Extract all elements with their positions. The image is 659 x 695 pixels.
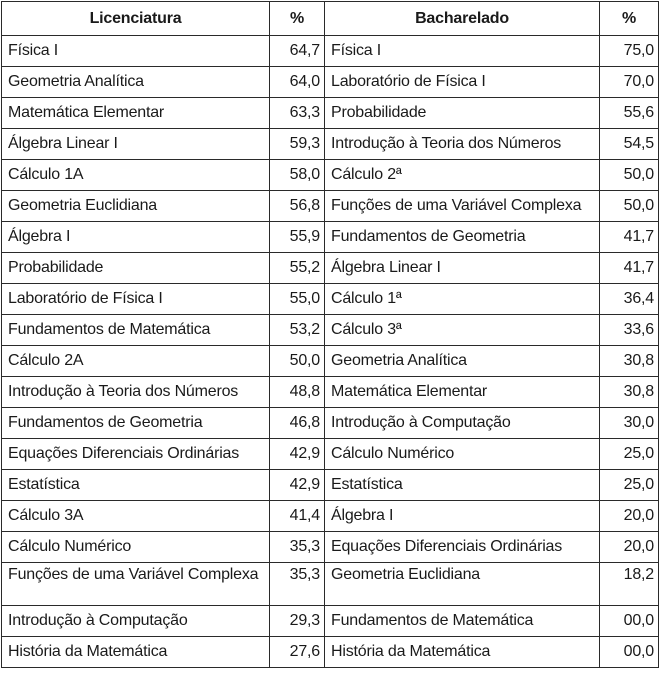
table-row bbox=[2, 606, 659, 637]
bacharelado-percent-cell: 25,0 bbox=[600, 470, 659, 501]
bacharelado-course-cell: Física I bbox=[325, 36, 600, 67]
licenciatura-course-cell: Laboratório de Física I bbox=[2, 284, 270, 315]
table-row bbox=[2, 36, 659, 67]
licenciatura-percent-cell: 35,3 bbox=[270, 532, 325, 563]
licenciatura-course-cell: Funções de uma Variável Complexa bbox=[2, 563, 270, 606]
licenciatura-percent-cell: 64,0 bbox=[270, 67, 325, 98]
licenciatura-header: Licenciatura bbox=[2, 2, 270, 36]
table-row bbox=[2, 160, 659, 191]
bacharelado-course-cell: História da Matemática bbox=[325, 637, 600, 668]
bacharelado-percent-cell: 70,0 bbox=[600, 67, 659, 98]
bacharelado-percent-cell: 00,0 bbox=[600, 637, 659, 668]
bacharelado-percent-cell: 33,6 bbox=[600, 315, 659, 346]
table-row bbox=[2, 470, 659, 501]
licenciatura-course-cell: Matemática Elementar bbox=[2, 98, 270, 129]
licenciatura-percent-cell: 58,0 bbox=[270, 160, 325, 191]
licenciatura-course-cell: Cálculo Numérico bbox=[2, 532, 270, 563]
bacharelado-course-cell: Equações Diferenciais Ordinárias bbox=[325, 532, 600, 563]
table-row bbox=[2, 253, 659, 284]
course-percentage-table bbox=[1, 1, 659, 668]
licenciatura-percent-cell: 59,3 bbox=[270, 129, 325, 160]
licenciatura-percent-cell: 35,3 bbox=[270, 563, 325, 606]
licenciatura-course-cell: Equações Diferenciais Ordinárias bbox=[2, 439, 270, 470]
licenciatura-course-cell: Fundamentos de Geometria bbox=[2, 408, 270, 439]
bacharelado-percent-cell: 41,7 bbox=[600, 253, 659, 284]
table-row bbox=[2, 284, 659, 315]
licenciatura-course-cell: Álgebra Linear I bbox=[2, 129, 270, 160]
licenciatura-course-cell: Cálculo 1A bbox=[2, 160, 270, 191]
bacharelado-percent-cell: 36,4 bbox=[600, 284, 659, 315]
table-row bbox=[2, 98, 659, 129]
bacharelado-course-cell: Geometria Analítica bbox=[325, 346, 600, 377]
bacharelado-percent-cell: 20,0 bbox=[600, 532, 659, 563]
table-row bbox=[2, 377, 659, 408]
bacharelado-percent-cell: 20,0 bbox=[600, 501, 659, 532]
licenciatura-course-cell: História da Matemática bbox=[2, 637, 270, 668]
licenciatura-percent-cell: 56,8 bbox=[270, 191, 325, 222]
bacharelado-course-cell: Estatística bbox=[325, 470, 600, 501]
licenciatura-percent-cell: 64,7 bbox=[270, 36, 325, 67]
bacharelado-percent-cell: 18,2 bbox=[600, 563, 659, 606]
table-row bbox=[2, 439, 659, 470]
table-row bbox=[2, 191, 659, 222]
table-row bbox=[2, 501, 659, 532]
licenciatura-course-cell: Introdução à Teoria dos Números bbox=[2, 377, 270, 408]
licenciatura-course-cell: Física I bbox=[2, 36, 270, 67]
bacharelado-percent-cell: 30,8 bbox=[600, 377, 659, 408]
table-row bbox=[2, 637, 659, 668]
table-row bbox=[2, 346, 659, 377]
bacharelado-course-cell: Probabilidade bbox=[325, 98, 600, 129]
licenciatura-course-cell: Álgebra I bbox=[2, 222, 270, 253]
licenciatura-percent-cell: 46,8 bbox=[270, 408, 325, 439]
bacharelado-percent-cell: 55,6 bbox=[600, 98, 659, 129]
licenciatura-percent-cell: 55,2 bbox=[270, 253, 325, 284]
licenciatura-course-cell: Probabilidade bbox=[2, 253, 270, 284]
table-row bbox=[2, 563, 659, 606]
bacharelado-percent-cell: 54,5 bbox=[600, 129, 659, 160]
header-row bbox=[2, 2, 659, 36]
licenciatura-percent-cell: 29,3 bbox=[270, 606, 325, 637]
bacharelado-percent-cell: 00,0 bbox=[600, 606, 659, 637]
licenciatura-course-cell: Introdução à Computação bbox=[2, 606, 270, 637]
licenciatura-course-cell: Fundamentos de Matemática bbox=[2, 315, 270, 346]
bacharelado-course-cell: Cálculo 1ª bbox=[325, 284, 600, 315]
bacharelado-percent-cell: 25,0 bbox=[600, 439, 659, 470]
licenciatura-percent-cell: 27,6 bbox=[270, 637, 325, 668]
licenciatura-percent-cell: 50,0 bbox=[270, 346, 325, 377]
bacharelado-course-cell: Funções de uma Variável Complexa bbox=[325, 191, 600, 222]
bacharelado-course-cell: Cálculo 3ª bbox=[325, 315, 600, 346]
bacharelado-course-cell: Álgebra Linear I bbox=[325, 253, 600, 284]
licenciatura-percent-cell: 42,9 bbox=[270, 470, 325, 501]
bacharelado-percent-cell: 50,0 bbox=[600, 191, 659, 222]
bacharelado-course-cell: Introdução à Computação bbox=[325, 408, 600, 439]
bacharelado-percent-cell: 75,0 bbox=[600, 36, 659, 67]
licenciatura-course-cell: Geometria Euclidiana bbox=[2, 191, 270, 222]
bacharelado-course-cell: Introdução à Teoria dos Números bbox=[325, 129, 600, 160]
table-row bbox=[2, 532, 659, 563]
licenciatura-course-cell: Cálculo 3A bbox=[2, 501, 270, 532]
table-row bbox=[2, 67, 659, 98]
licenciatura-course-cell: Estatística bbox=[2, 470, 270, 501]
bacharelado-course-cell: Fundamentos de Matemática bbox=[325, 606, 600, 637]
licenciatura-percent-cell: 53,2 bbox=[270, 315, 325, 346]
licenciatura-course-cell: Geometria Analítica bbox=[2, 67, 270, 98]
licenciatura-percent-cell: 41,4 bbox=[270, 501, 325, 532]
table-row bbox=[2, 315, 659, 346]
licenciatura-pct-header: % bbox=[270, 2, 325, 36]
licenciatura-percent-cell: 48,8 bbox=[270, 377, 325, 408]
bacharelado-course-cell: Geometria Euclidiana bbox=[325, 563, 600, 606]
licenciatura-percent-cell: 42,9 bbox=[270, 439, 325, 470]
licenciatura-percent-cell: 55,9 bbox=[270, 222, 325, 253]
bacharelado-course-cell: Laboratório de Física I bbox=[325, 67, 600, 98]
bacharelado-course-cell: Cálculo 2ª bbox=[325, 160, 600, 191]
bacharelado-course-cell: Matemática Elementar bbox=[325, 377, 600, 408]
bacharelado-percent-cell: 30,0 bbox=[600, 408, 659, 439]
bacharelado-header: Bacharelado bbox=[325, 2, 600, 36]
table-row bbox=[2, 222, 659, 253]
licenciatura-percent-cell: 63,3 bbox=[270, 98, 325, 129]
table-row bbox=[2, 408, 659, 439]
table-row bbox=[2, 129, 659, 160]
bacharelado-percent-cell: 50,0 bbox=[600, 160, 659, 191]
bacharelado-pct-header: % bbox=[600, 2, 659, 36]
bacharelado-course-cell: Álgebra I bbox=[325, 501, 600, 532]
licenciatura-percent-cell: 55,0 bbox=[270, 284, 325, 315]
licenciatura-course-cell: Cálculo 2A bbox=[2, 346, 270, 377]
bacharelado-percent-cell: 30,8 bbox=[600, 346, 659, 377]
bacharelado-percent-cell: 41,7 bbox=[600, 222, 659, 253]
bacharelado-course-cell: Fundamentos de Geometria bbox=[325, 222, 600, 253]
bacharelado-course-cell: Cálculo Numérico bbox=[325, 439, 600, 470]
